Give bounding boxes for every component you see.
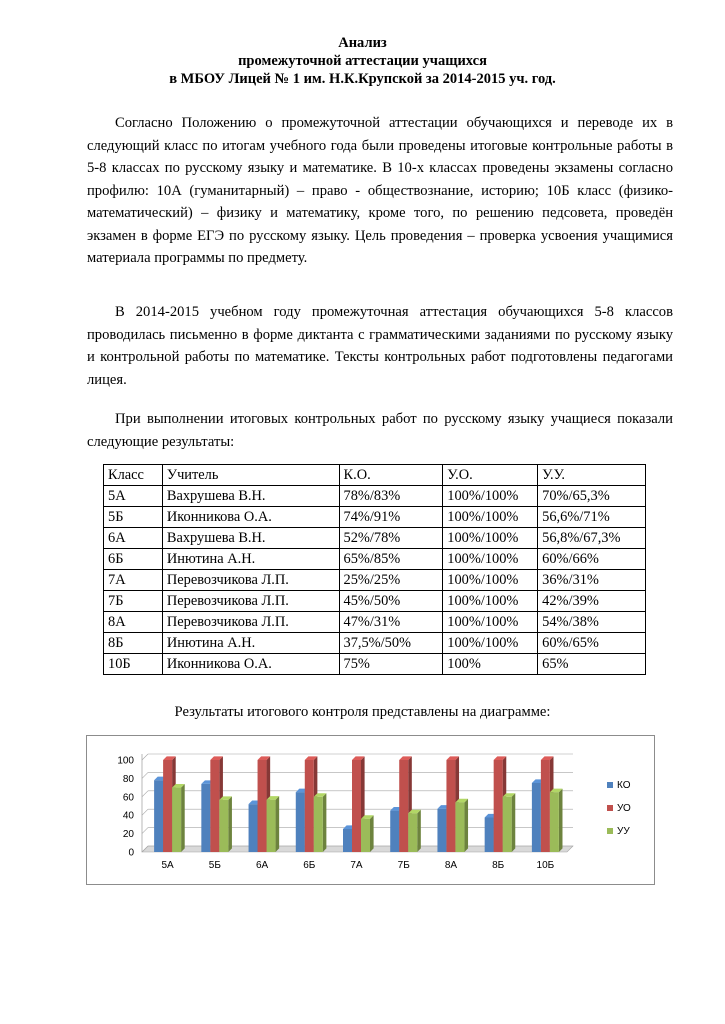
- cell-ko: 74%/91%: [339, 507, 443, 528]
- cell-class: 5А: [104, 486, 163, 507]
- bar: [550, 789, 563, 852]
- cell-ko: 47%/31%: [339, 612, 443, 633]
- cell-teacher: Перевозчикова Л.П.: [162, 591, 339, 612]
- category-label: 7А: [350, 860, 363, 871]
- cell-class: 7Б: [104, 591, 163, 612]
- paragraph-method: В 2014-2015 учебном году промежуточная аттестация обучающихся 5-8 классов проводилась письменно в форме диктанта с грамматическими заданиями по русскому языку и контрольной работы по математике. Тексты контрольных работ подготовлены педагогами лицея.: [87, 304, 673, 388]
- header-class: Класс: [104, 465, 163, 486]
- category-label: 5Б: [208, 860, 221, 871]
- cell-class: 5Б: [104, 507, 163, 528]
- table-row: [104, 633, 646, 654]
- cell-uu: 60%/65%: [538, 633, 646, 654]
- bar-front: [503, 797, 512, 852]
- gridline-diagonal: [142, 809, 148, 815]
- cell-ko: 45%/50%: [339, 591, 443, 612]
- bar-side: [228, 796, 232, 852]
- bar-front: [361, 819, 370, 852]
- bar-front: [485, 818, 494, 853]
- table-row: [104, 570, 646, 591]
- cell-teacher: Вахрушева В.Н.: [162, 486, 339, 507]
- cell-uu: 70%/65,3%: [538, 486, 646, 507]
- cell-uu: 56,8%/67,3%: [538, 528, 646, 549]
- y-tick-label: 60: [122, 792, 134, 804]
- cell-teacher: Иконникова О.А.: [162, 507, 339, 528]
- bar: [455, 799, 468, 852]
- paragraph-intro: Согласно Положению о промежуточной аттестации обучающихся и переводе их в следующий класс по итогам учебного года были проведены итоговые контрольные работы в 5-8 классах по русскому языку и математике. В 10-х классах проведены экзамены согласно профилю: 10А (гуманитарный) – право - обществознание, историю; 10Б класс (физико-математический) – физику и математику, кроме того, по решению педсовета, проведён экзамен в форме ЕГЭ по русскому языку. Цель проведения – проверка усвоения учащимися материала программы по предмету.: [87, 115, 673, 266]
- y-tick-label: 80: [122, 773, 134, 785]
- bar: [172, 784, 185, 852]
- bar: [408, 810, 421, 852]
- legend-swatch: [607, 828, 613, 834]
- bar-front: [437, 809, 446, 852]
- bar: [503, 793, 516, 852]
- bar-front: [219, 800, 228, 852]
- cell-class: 6А: [104, 528, 163, 549]
- cell-ko: 65%/85%: [339, 549, 443, 570]
- category-label: 6А: [255, 860, 269, 871]
- cell-uo: 100%/100%: [443, 507, 538, 528]
- cell-class: 10Б: [104, 654, 163, 675]
- bar-front: [390, 811, 399, 852]
- gridline-diagonal: [142, 828, 148, 834]
- cell-class: 7А: [104, 570, 163, 591]
- bar-front: [343, 829, 352, 852]
- gridline-diagonal: [142, 772, 148, 778]
- y-tick-label: 40: [122, 810, 134, 822]
- bar: [314, 793, 327, 852]
- bar-side: [370, 815, 374, 852]
- category-label: 8А: [444, 860, 458, 871]
- chart-bars: [154, 756, 562, 852]
- paragraph-results-lead: При выполнении итоговых контрольных работ по русскому языку учащиеся показали следующие результаты:: [87, 411, 673, 450]
- bar-front: [550, 792, 559, 852]
- title-line-2: промежуточной аттестации учащихся: [238, 53, 487, 69]
- cell-uo: 100%/100%: [443, 591, 538, 612]
- cell-class: 6Б: [104, 549, 163, 570]
- legend-label: КО: [617, 780, 631, 791]
- category-label: 7Б: [397, 860, 410, 871]
- table-row: [104, 654, 646, 675]
- results-table: [103, 464, 646, 675]
- legend-swatch: [607, 782, 613, 788]
- cell-uo: 100%/100%: [443, 549, 538, 570]
- title-line-1: Анализ: [338, 35, 387, 51]
- bar-front: [305, 760, 314, 852]
- cell-teacher: Инютина А.Н.: [162, 633, 339, 654]
- table-row: [104, 507, 646, 528]
- table-row: [104, 528, 646, 549]
- cell-teacher: Вахрушева В.Н.: [162, 528, 339, 549]
- legend-label: УУ: [617, 826, 630, 837]
- y-tick-label: 0: [128, 847, 134, 859]
- cell-teacher: Иконникова О.А.: [162, 654, 339, 675]
- cell-ko: 37,5%/50%: [339, 633, 443, 654]
- table-row: [104, 549, 646, 570]
- bar-side: [276, 796, 280, 852]
- bar-front: [267, 800, 276, 852]
- cell-uo: 100%/100%: [443, 528, 538, 549]
- bar-front: [163, 760, 172, 852]
- bar-front: [258, 760, 267, 852]
- bar-side: [559, 789, 563, 852]
- cell-class: 8А: [104, 612, 163, 633]
- cell-uu: 65%: [538, 654, 646, 675]
- results-chart: [86, 735, 655, 885]
- bar-front: [296, 792, 305, 852]
- table-row: [104, 612, 646, 633]
- cell-ko: 75%: [339, 654, 443, 675]
- bar-front: [455, 802, 464, 852]
- diagram-caption: Результаты итогового контроля представлены на диаграмме:: [174, 704, 551, 720]
- bar: [219, 796, 232, 852]
- cell-teacher: Перевозчикова Л.П.: [162, 570, 339, 591]
- cell-ko: 52%/78%: [339, 528, 443, 549]
- cell-uo: 100%/100%: [443, 633, 538, 654]
- chart-y-tick-labels: [117, 756, 134, 859]
- bar-side: [464, 799, 468, 852]
- gridline-diagonal: [142, 791, 148, 797]
- bar-side: [323, 793, 327, 852]
- chart-canvas: [87, 736, 654, 884]
- bar-front: [399, 760, 408, 852]
- bar-front: [541, 760, 550, 852]
- bar-front: [314, 797, 323, 852]
- bar: [267, 796, 280, 852]
- chart-category-labels: [161, 860, 554, 871]
- table-row: [104, 591, 646, 612]
- cell-uu: 54%/38%: [538, 612, 646, 633]
- cell-uo: 100%/100%: [443, 570, 538, 591]
- cell-uu: 36%/31%: [538, 570, 646, 591]
- legend-swatch: [607, 805, 613, 811]
- cell-uo: 100%: [443, 654, 538, 675]
- bar-front: [494, 760, 503, 852]
- cell-uo: 100%/100%: [443, 612, 538, 633]
- cell-class: 8Б: [104, 633, 163, 654]
- cell-uu: 56,6%/71%: [538, 507, 646, 528]
- bar-side: [417, 810, 421, 852]
- y-tick-label: 100: [117, 755, 134, 767]
- table-header-row: [104, 465, 646, 486]
- category-label: 6Б: [303, 860, 316, 871]
- bar-front: [408, 813, 417, 852]
- bar-front: [210, 760, 219, 852]
- header-teacher: Учитель: [162, 465, 339, 486]
- category-label: 10Б: [536, 860, 555, 871]
- bar-front: [249, 804, 258, 852]
- bar: [361, 815, 374, 852]
- header-ko: К.О.: [339, 465, 443, 486]
- header-uu: У.У.: [538, 465, 646, 486]
- chart-legend: [607, 780, 631, 837]
- header-uo: У.О.: [443, 465, 538, 486]
- cell-ko: 78%/83%: [339, 486, 443, 507]
- cell-teacher: Перевозчикова Л.П.: [162, 612, 339, 633]
- bar-front: [201, 784, 210, 852]
- cell-uu: 60%/66%: [538, 549, 646, 570]
- cell-ko: 25%/25%: [339, 570, 443, 591]
- bar-front: [172, 788, 181, 852]
- bar-side: [181, 784, 185, 852]
- bar-front: [446, 760, 455, 852]
- bar-front: [532, 783, 541, 852]
- cell-uo: 100%/100%: [443, 486, 538, 507]
- category-label: 8Б: [492, 860, 505, 871]
- bar-side: [512, 793, 516, 852]
- y-tick-label: 20: [122, 829, 134, 841]
- gridline-diagonal: [142, 754, 148, 760]
- bar-front: [352, 760, 361, 852]
- bar-front: [154, 780, 163, 852]
- legend-label: УО: [617, 803, 631, 814]
- title-line-3: в МБОУ Лицей № 1 им. Н.К.Крупской за 2014-2015 уч. год.: [169, 71, 556, 87]
- cell-uu: 42%/39%: [538, 591, 646, 612]
- cell-teacher: Инютина А.Н.: [162, 549, 339, 570]
- table-row: [104, 486, 646, 507]
- document-title: [0, 34, 725, 88]
- category-label: 5А: [161, 860, 174, 871]
